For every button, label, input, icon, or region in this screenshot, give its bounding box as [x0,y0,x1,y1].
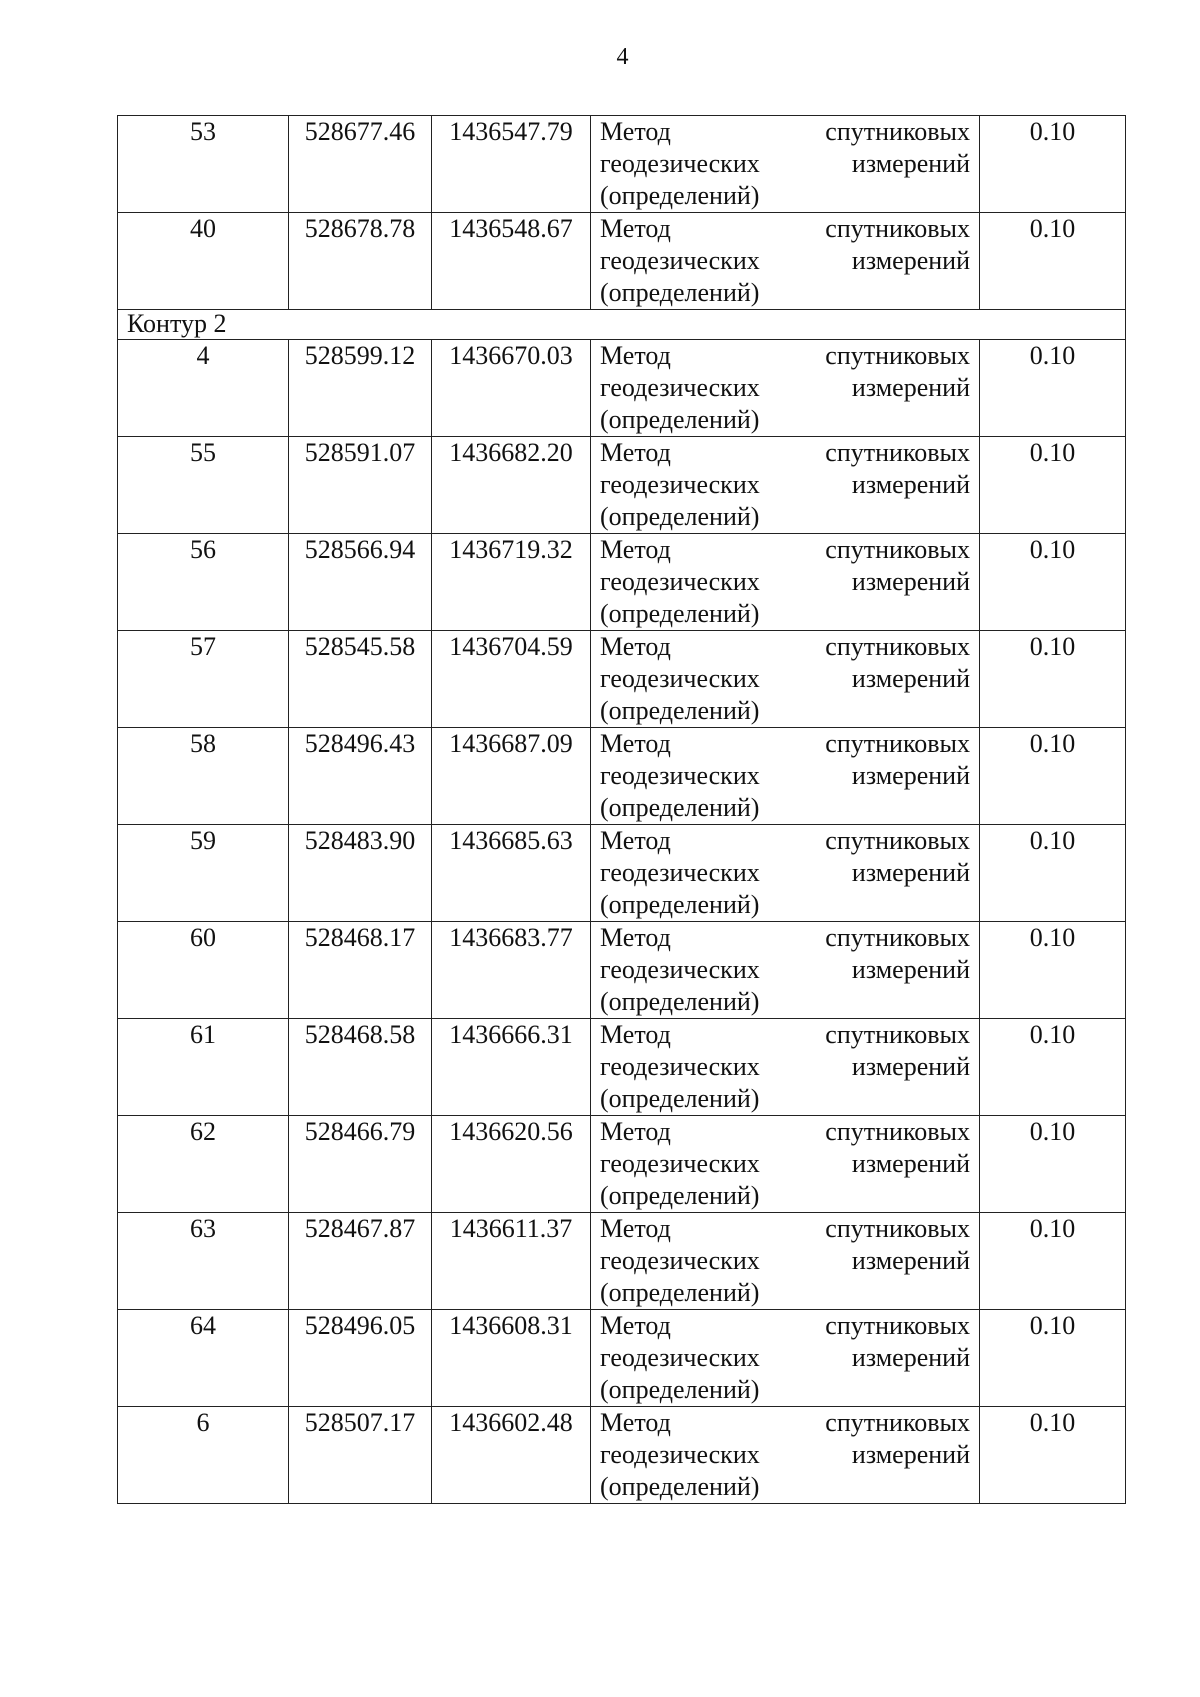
table-row [118,1310,1126,1407]
method-line: Метод спутниковых [600,1214,970,1243]
method-cell [591,116,980,213]
method-line: (определений) [600,793,760,822]
method-cell [591,1310,980,1407]
method-cell [591,213,980,310]
table-row [118,1019,1126,1116]
accuracy-cell: 0.10 [980,1213,1126,1310]
accuracy-cell: 0.10 [980,213,1126,310]
coordinates-table [117,115,1126,1504]
method-line: геодезических измерений [600,246,970,275]
point-number-cell: 58 [118,728,289,825]
x-coordinate-cell: 528468.58 [289,1019,432,1116]
y-coordinate-cell: 1436611.37 [432,1213,591,1310]
point-number-cell: 40 [118,213,289,310]
accuracy-cell: 0.10 [980,728,1126,825]
method-line: Метод спутниковых [600,632,970,661]
accuracy-cell: 0.10 [980,825,1126,922]
accuracy-cell: 0.10 [980,116,1126,213]
method-line: Метод спутниковых [600,1408,970,1437]
x-coordinate-cell: 528496.43 [289,728,432,825]
point-number-cell: 59 [118,825,289,922]
y-coordinate-cell: 1436548.67 [432,213,591,310]
y-coordinate-cell: 1436685.63 [432,825,591,922]
method-cell [591,1407,980,1504]
y-coordinate-cell: 1436719.32 [432,534,591,631]
y-coordinate-cell: 1436682.20 [432,437,591,534]
method-line: (определений) [600,599,760,628]
method-line: Метод спутниковых [600,923,970,952]
accuracy-cell: 0.10 [980,1116,1126,1213]
method-line: (определений) [600,278,760,307]
method-line: Метод спутниковых [600,341,970,370]
method-line: геодезических измерений [600,1246,970,1275]
table-row [118,213,1126,310]
method-cell [591,437,980,534]
method-line: (определений) [600,502,760,531]
point-number-cell: 56 [118,534,289,631]
contour-label: Контур 2 [118,310,1126,340]
method-cell [591,1116,980,1213]
table-row [118,1116,1126,1213]
method-cell [591,825,980,922]
y-coordinate-cell: 1436547.79 [432,116,591,213]
x-coordinate-cell: 528507.17 [289,1407,432,1504]
method-cell [591,631,980,728]
method-line: (определений) [600,405,760,434]
point-number-cell: 4 [118,340,289,437]
method-line: геодезических измерений [600,955,970,984]
accuracy-cell: 0.10 [980,534,1126,631]
accuracy-cell: 0.10 [980,340,1126,437]
y-coordinate-cell: 1436687.09 [432,728,591,825]
accuracy-cell: 0.10 [980,437,1126,534]
y-coordinate-cell: 1436666.31 [432,1019,591,1116]
method-cell [591,1019,980,1116]
y-coordinate-cell: 1436602.48 [432,1407,591,1504]
method-line: (определений) [600,987,760,1016]
method-line: Метод спутниковых [600,1311,970,1340]
point-number-cell: 53 [118,116,289,213]
method-line: геодезических измерений [600,1052,970,1081]
method-line: Метод спутниковых [600,729,970,758]
y-coordinate-cell: 1436704.59 [432,631,591,728]
table-row [118,1213,1126,1310]
point-number-cell: 6 [118,1407,289,1504]
method-line: геодезических измерений [600,664,970,693]
y-coordinate-cell: 1436608.31 [432,1310,591,1407]
x-coordinate-cell: 528467.87 [289,1213,432,1310]
method-cell [591,922,980,1019]
point-number-cell: 61 [118,1019,289,1116]
method-cell [591,534,980,631]
method-line: геодезических измерений [600,858,970,887]
method-line: Метод спутниковых [600,826,970,855]
method-cell [591,728,980,825]
x-coordinate-cell: 528566.94 [289,534,432,631]
page-number: 4 [616,44,629,70]
table-row [118,437,1126,534]
x-coordinate-cell: 528496.05 [289,1310,432,1407]
y-coordinate-cell: 1436620.56 [432,1116,591,1213]
y-coordinate-cell: 1436670.03 [432,340,591,437]
point-number-cell: 62 [118,1116,289,1213]
point-number-cell: 64 [118,1310,289,1407]
x-coordinate-cell: 528483.90 [289,825,432,922]
x-coordinate-cell: 528599.12 [289,340,432,437]
table-row [118,631,1126,728]
method-line: геодезических измерений [600,470,970,499]
method-line: (определений) [600,1278,760,1307]
accuracy-cell: 0.10 [980,1019,1126,1116]
method-line: Метод спутниковых [600,214,970,243]
method-line: (определений) [600,1181,760,1210]
accuracy-cell: 0.10 [980,922,1126,1019]
method-cell [591,1213,980,1310]
table-row [118,922,1126,1019]
table-row [118,534,1126,631]
point-number-cell: 57 [118,631,289,728]
point-number-cell: 55 [118,437,289,534]
point-number-cell: 63 [118,1213,289,1310]
accuracy-cell: 0.10 [980,1407,1126,1504]
table-row [118,116,1126,213]
coordinates-table-body [118,116,1126,1504]
method-line: Метод спутниковых [600,438,970,467]
accuracy-cell: 0.10 [980,631,1126,728]
method-line: Метод спутниковых [600,117,970,146]
table-row [118,825,1126,922]
contour-header-row [118,310,1126,340]
method-line: (определений) [600,1375,760,1404]
method-line: геодезических измерений [600,149,970,178]
method-line: (определений) [600,181,760,210]
method-line: (определений) [600,890,760,919]
method-line: (определений) [600,696,760,725]
method-cell [591,340,980,437]
x-coordinate-cell: 528545.58 [289,631,432,728]
method-line: (определений) [600,1472,760,1501]
point-number-cell: 60 [118,922,289,1019]
method-line: Метод спутниковых [600,1020,970,1049]
method-line: геодезических измерений [600,761,970,790]
method-line: геодезических измерений [600,373,970,402]
y-coordinate-cell: 1436683.77 [432,922,591,1019]
x-coordinate-cell: 528677.46 [289,116,432,213]
x-coordinate-cell: 528466.79 [289,1116,432,1213]
table-row [118,728,1126,825]
x-coordinate-cell: 528591.07 [289,437,432,534]
method-line: Метод спутниковых [600,1117,970,1146]
table-row [118,1407,1126,1504]
method-line: геодезических измерений [600,1149,970,1178]
method-line: геодезических измерений [600,1343,970,1372]
method-line: геодезических измерений [600,567,970,596]
x-coordinate-cell: 528678.78 [289,213,432,310]
x-coordinate-cell: 528468.17 [289,922,432,1019]
accuracy-cell: 0.10 [980,1310,1126,1407]
method-line: Метод спутниковых [600,535,970,564]
method-line: геодезических измерений [600,1440,970,1469]
table-row [118,340,1126,437]
method-line: (определений) [600,1084,760,1113]
